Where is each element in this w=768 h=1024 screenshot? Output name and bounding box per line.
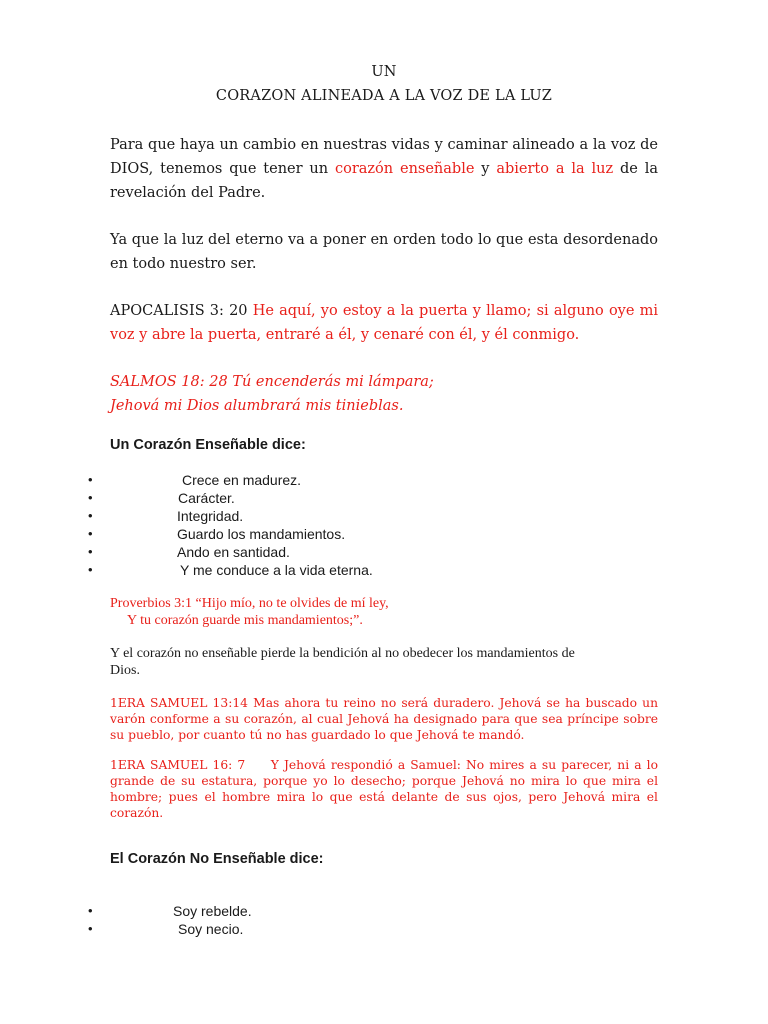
intro-text-2: y (474, 161, 497, 177)
bullet-icon: • (88, 526, 93, 541)
not-teachable-heading: El Corazón No Enseñable dice: (110, 851, 324, 867)
teachable-heading: Un Corazón Enseñable dice: (110, 437, 306, 453)
title-line-2: CORAZON ALINEADA A LA VOZ DE LA LUZ (215, 88, 553, 104)
samuel-13-14-verse: 1ERA SAMUEL 13:14 Mas ahora tu reino no será duradero. Jehová se ha buscado un varón conforme a su corazón, al cual Jehová ha designado para que sea príncipe sobre su pueblo, por cuanto tú no has guardado lo que Jehová te mandó. (110, 696, 658, 742)
bullet-icon: • (88, 490, 93, 505)
not-teachable-paragraph: Y el corazón no enseñable pierde la bendición al no obedecer los mandamientos de Dios. (110, 646, 575, 678)
apocalipsis-reference: APOCALISIS 3: 20 (110, 303, 253, 319)
bullet-icon: • (88, 903, 93, 918)
salmos-verse (110, 370, 658, 418)
samuel-16-7-verse: 1ERA SAMUEL 16: 7 Y Jehová respondió a Samuel: No mires a su parecer, ni a lo grande de su estatura, porque yo lo desecho; porque Jehová no mira lo que mira el hombre; pues el hombre mira lo que está delante de sus ojos, pero Jehová mira el corazón. (110, 758, 662, 820)
intro-highlight-teachable-heart: corazón enseñable (334, 161, 475, 177)
apocalipsis-verse (110, 299, 658, 347)
intro-highlight-open-to-light: abierto a la luz (496, 161, 614, 177)
proverbios-line-1: Proverbios 3:1 “Hijo mío, no te olvides de mí ley, (110, 596, 389, 611)
bullet-icon: • (88, 921, 93, 936)
proverbios-verse (110, 595, 658, 629)
intro-paragraph (110, 133, 658, 205)
proverbios-line-2: Y tu corazón guarde mis mandamientos;”. (127, 613, 363, 628)
apocalipsis-text: He aquí, yo estoy a la puerta y llamo; si alguno oye mi voz y abre la puerta, entraré a él, y cenaré con él, y él conmigo. (110, 303, 658, 343)
bullet-icon: • (88, 508, 93, 523)
bullet-icon: • (88, 472, 93, 487)
bullet-icon: • (88, 562, 93, 577)
intro-text-3: de la revelación del Padre. (110, 161, 658, 201)
document-page: UN CORAZON ALINEADA A LA VOZ DE LA LUZ Para que haya un cambio en nuestras vidas y caminar alineado a la voz de DIOS, tenemos que tener un corazón enseñable y abierto a la luz de la revelación del Padre. Ya que la luz del eterno va a poner en orden todo lo que esta desordenado en todo nuestro ser. APOCALISIS 3: 20 He aquí, yo estoy a la puerta y llamo; si alguno oye mi voz y abre la puerta, entraré a él, y cenaré con él, y él conmigo. SALMOS 18: 28 Tú encenderás mi lámpara; Jehová mi Dios alumbrará mis tinieblas. Un Corazón Enseñable dice: • Crece en madurez. • Carácter. • Integridad. • Guardo los mandamientos. • Ando en santidad. • Y me conduce a la vida eterna. Proverbios 3:1 “Hijo mío, no te olvides de mí ley, Y tu corazón guarde mis mandamientos;”. Y el corazón no enseñable pierde la bendición al no obedecer los mandamientos de Dios. 1ERA SAMUEL 13:14 Mas ahora tu reino no será duradero. Jehová se ha buscado un varón conforme a su corazón, al cual Jehová ha designado para que sea príncipe sobre su pueblo, por cuanto tú no has guardado lo que Jehová te mandó. 1ERA SAMUEL 16: 7 Y Jehová respondió a Samuel: No mires a su parecer, ni a lo grande de su estatura, porque yo lo desecho; porque Jehová no mira lo que mira el hombre; pues el hombre mira lo que está delante de sus ojos, pero Jehová mira el corazón. El Corazón No Enseñable dice: • Soy rebelde. • Soy necio. (88, 64, 662, 937)
intro-text-1: Para que haya un cambio en nuestras vidas y caminar alineado a la voz de DIOS, tenemos que tener un (110, 137, 658, 177)
title-line-1: UN (371, 64, 397, 80)
bullet-icon: • (88, 544, 93, 559)
salmos-line-1: SALMOS 18: 28 Tú encenderás mi lámpara; (110, 374, 434, 390)
order-paragraph: Ya que la luz del eterno va a poner en orden todo lo que esta desordenado en todo nuestro ser. (110, 232, 658, 272)
salmos-line-2: Jehová mi Dios alumbrará mis tinieblas. (110, 398, 404, 414)
